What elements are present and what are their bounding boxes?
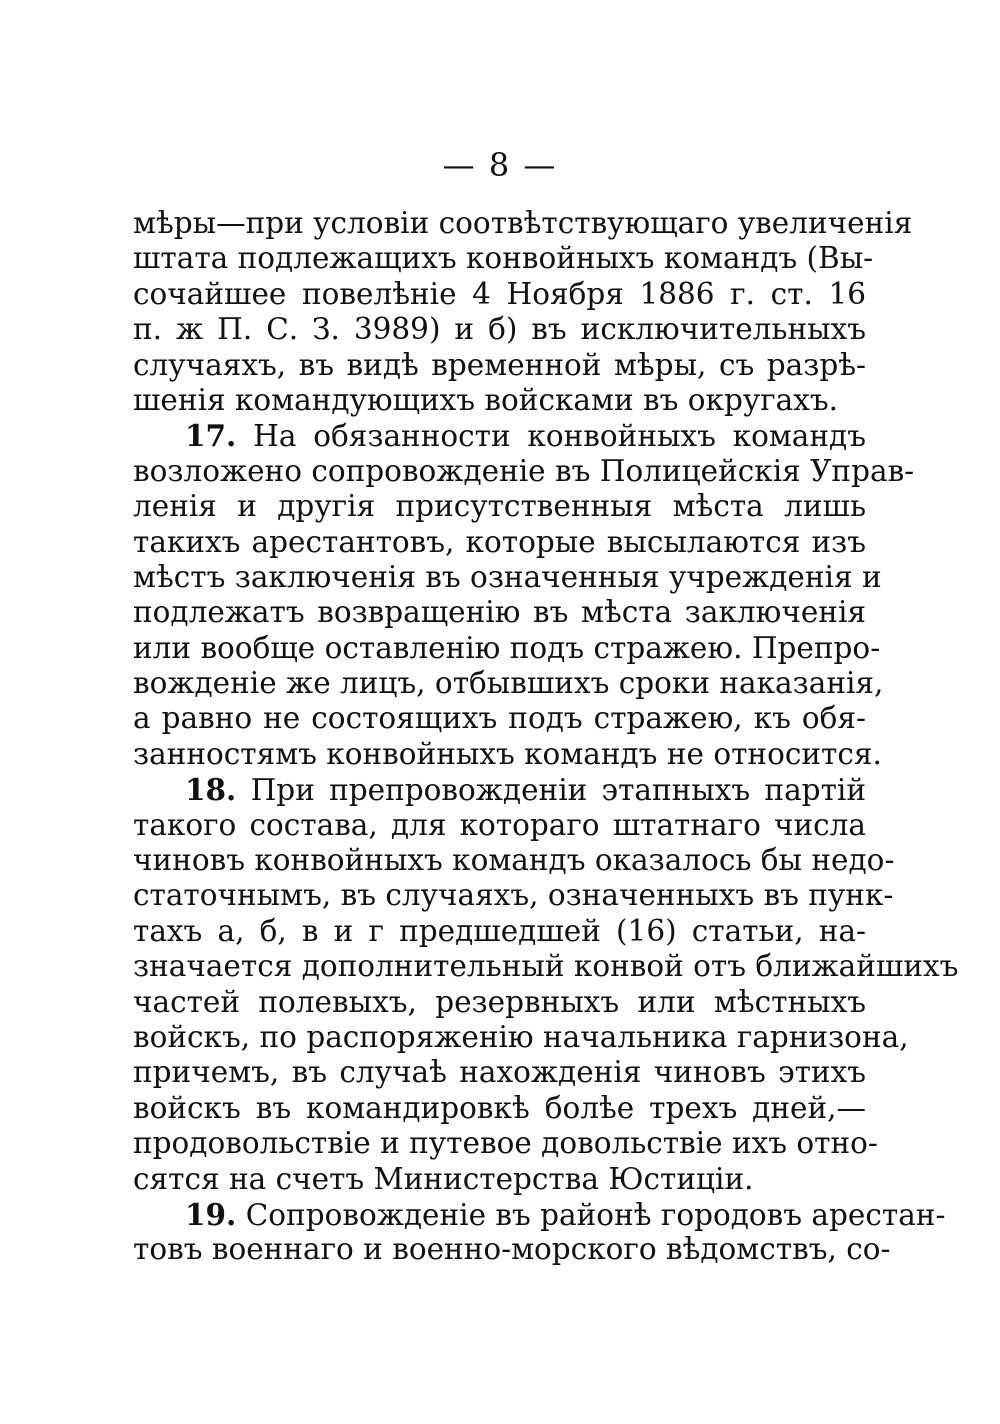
text-line: такихъ арестантовъ, которые высылаются изъ xyxy=(133,524,866,559)
body-text xyxy=(133,206,959,1268)
text-line: причемъ, въ случаѣ нахожденія чиновъ этихъ xyxy=(133,1055,866,1090)
text-line: занностямъ конвойныхъ командъ не относится. xyxy=(133,736,882,771)
paragraph-18-first-line xyxy=(133,772,866,807)
text-line: шенія командующихъ войсками въ округахъ. xyxy=(133,382,839,417)
paragraph-number: 17. xyxy=(185,418,237,454)
text-line: такого состава, для котораго штатнаго числа xyxy=(133,807,866,842)
text-line: штата подлежащихъ конвойныхъ командъ (Вы- xyxy=(133,241,874,276)
text-line: подлежатъ возвращенію въ мѣста заключенія xyxy=(133,595,866,630)
text-line: п. ж П. С. З. 3989) и б) въ исключительныхъ xyxy=(133,312,866,347)
text-line: вожденіе же лицъ, отбывшихъ сроки наказанія, xyxy=(133,666,884,701)
text-line: или вообще оставленію подъ стражею. Препро- xyxy=(133,630,881,665)
text-line: значается дополнительный конвой отъ ближайшихъ xyxy=(133,949,959,984)
text-line: сятся на счетъ Министерства Юстиціи. xyxy=(133,1161,754,1196)
text-line: тахъ а, б, в и г предшедшей (16) статьи, на- xyxy=(133,913,866,948)
paragraph-17-first-line xyxy=(133,418,866,453)
text-line: ленія и другія присутственныя мѣста лишь xyxy=(133,489,866,524)
text-line: мѣстъ заключенія въ означенныя учрежденія и xyxy=(133,559,882,594)
paragraph-opening: Сопровожденіе въ районѣ городовъ арестан- xyxy=(245,1197,946,1232)
paragraph-number: 19. xyxy=(185,1196,237,1232)
text-line: а равно не состоящихъ подъ стражею, къ обя- xyxy=(133,701,866,736)
text-line: войскъ, по распоряженію начальника гарнизона, xyxy=(133,1019,909,1054)
text-line: войскъ въ командировкѣ болѣе трехъ дней,— xyxy=(133,1090,866,1125)
text-line: мѣры—при условіи соотвѣтствующаго увеличенія xyxy=(133,206,913,240)
text-line: возложено сопровожденіе въ Полицейскія Управ- xyxy=(133,453,915,488)
paragraph-opening: При препровожденіи этапныхъ партій xyxy=(250,773,866,808)
text-line: случаяхъ, въ видѣ временной мѣры, съ разрѣ- xyxy=(133,347,866,382)
paragraph-19-first-line xyxy=(133,1196,946,1232)
text-line: товъ военнаго и военно-морского вѣдомствъ, со- xyxy=(133,1232,891,1267)
text-line: продовольствіе и путевое довольствіе ихъ отно- xyxy=(133,1126,878,1161)
text-line: частей полевыхъ, резервныхъ или мѣстныхъ xyxy=(133,984,866,1019)
page-number: — 8 — xyxy=(442,146,558,184)
paragraph-opening: На обязанности конвойныхъ командъ xyxy=(253,419,866,454)
text-line: чиновъ конвойныхъ командъ оказалось бы недо- xyxy=(133,843,895,878)
text-line: сочайшее повелѣніе 4 Ноября 1886 г. ст. 16 xyxy=(133,276,866,311)
paragraph-number: 18. xyxy=(185,772,237,808)
text-line: статочнымъ, въ случаяхъ, означенныхъ въ пунк- xyxy=(133,878,894,913)
